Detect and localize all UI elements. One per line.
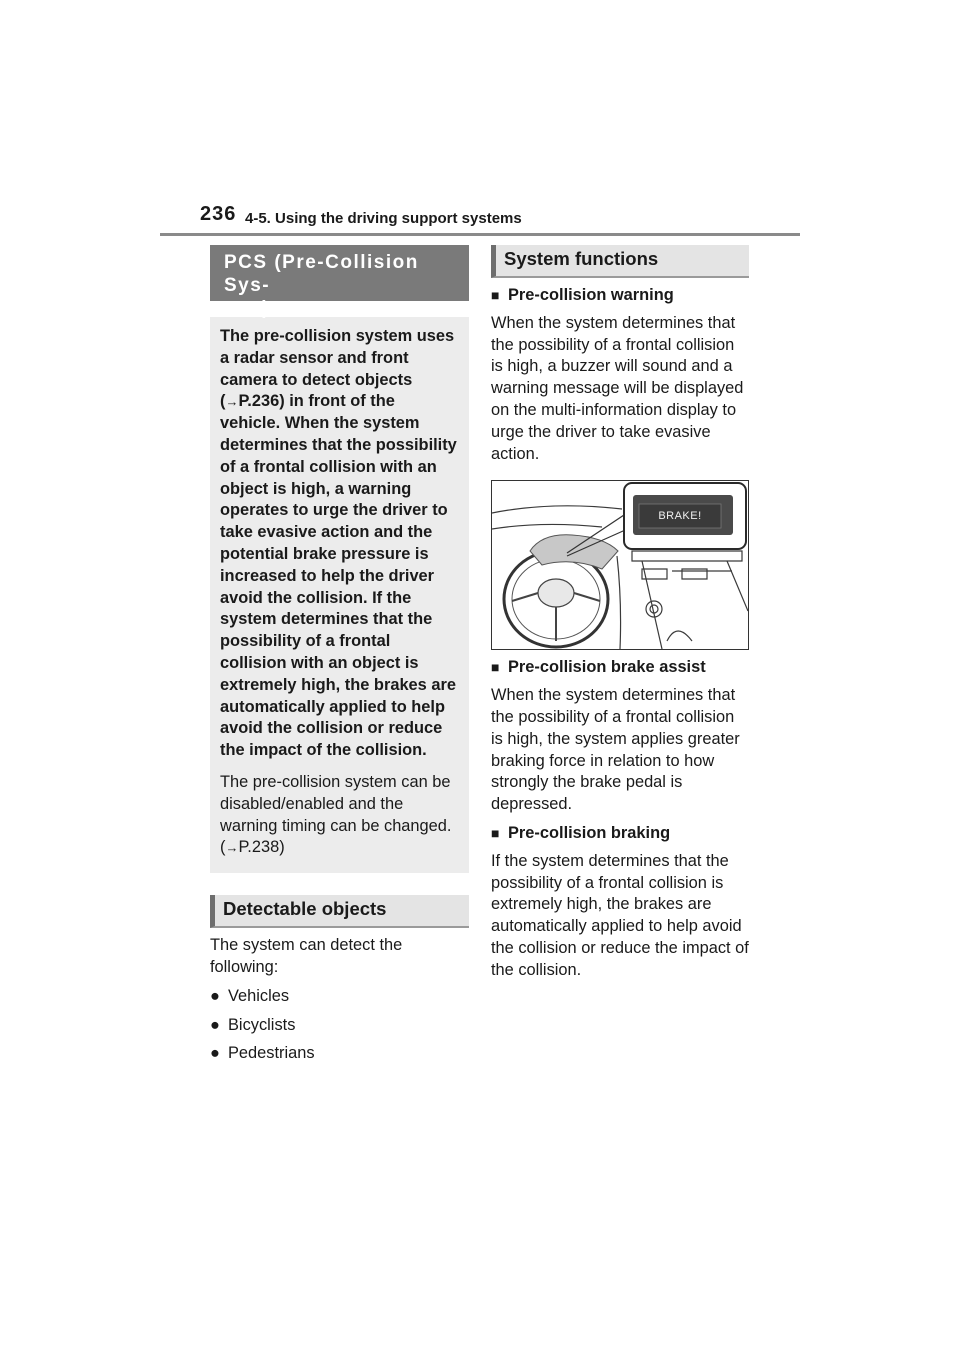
summary-bold-text: The pre-collision system uses a radar sensor and front camera to detect objects (→P.236) in front of the vehicle. When the system determines that the possibility of a frontal collision with an object is high, a warning operates to urge the driver to take evasive action and the potential brake pressure is increased to help the driver avoid the collision. If the system determines that the possibility of a frontal collision with an object is extremely high, the brakes are automatically applied to help avoid the collision or reduce the impact of the collision. (220, 327, 457, 760)
system-functions-heading: System functions (491, 245, 749, 278)
warning-body: When the system determines that the possibility of a frontal collision is high, a buzzer will sound and a warning message will be displayed on the multi-information display to urge the driver to take evasive action. (491, 313, 744, 463)
summary-normal-text: The pre-collision system can be disabled/enabled and the warning timing can be changed. (→P.238) (220, 772, 452, 857)
page-number: 236 (200, 203, 237, 225)
dashboard-illustration (491, 480, 749, 650)
brake-warning-label: BRAKE! (658, 510, 702, 523)
arrow-right-icon: → (225, 394, 239, 410)
pcs-title (210, 245, 469, 319)
list-item: ● Bicyclists (210, 1015, 469, 1037)
detect-intro: The system can detect the following: (210, 936, 403, 976)
left-column (210, 245, 469, 1065)
bullet-icon: ● (210, 1015, 220, 1034)
arrow-right-icon: → (225, 840, 239, 856)
pcs-title-line2: tem) (224, 298, 271, 319)
page-ref-link[interactable]: P.236 (238, 392, 280, 411)
list-item: ● Vehicles (210, 986, 469, 1008)
bullet-icon: ● (210, 1044, 220, 1063)
braking-body: If the system determines that the possibility of a frontal collision is extremely high, the brakes are automatically applied to help avoid the collision or reduce the impact of the collision. (491, 851, 749, 979)
warning-heading: ■ Pre-collision warning (491, 285, 749, 307)
header-rule (160, 233, 800, 236)
section-title: 4-5. Using the driving support systems (245, 210, 522, 227)
page-ref-link[interactable]: P.238 (238, 838, 280, 857)
brake-assist-heading: ■ Pre-collision brake assist (491, 657, 749, 679)
right-column (491, 245, 749, 982)
square-bullet-icon: ■ (491, 659, 500, 676)
brake-assist-body: When the system determines that the possibility of a frontal collision is high, the system applies greater braking force in relation to how strongly the brake pedal is depressed. (491, 686, 740, 814)
bullet-icon: ● (210, 986, 220, 1005)
list-item: ● Pedestrians (210, 1043, 469, 1065)
summary-box (210, 317, 469, 873)
square-bullet-icon: ■ (491, 287, 500, 303)
detectable-objects-heading: Detectable objects (210, 895, 469, 928)
pcs-title-line1: PCS (Pre-Collision Sys- (224, 252, 419, 296)
braking-heading: ■ Pre-collision braking (491, 823, 749, 845)
square-bullet-icon: ■ (491, 824, 500, 841)
